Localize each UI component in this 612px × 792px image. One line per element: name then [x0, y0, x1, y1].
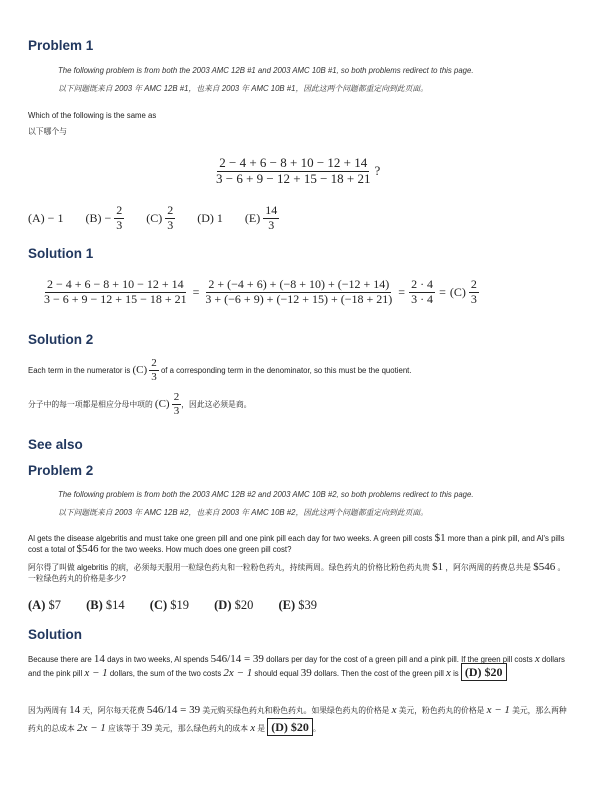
answer-box: (D) $20 [461, 663, 507, 681]
redirect-note-2-en: The following problem is from both the 2003 AMC 12B #2 and 2003 AMC 10B #2, so both problems redirect to this page. [58, 490, 474, 499]
solution-text-en: Because there are 14 days in two weeks, Al spends 546/14 = 39 dollars per day for the cost of a green pill and a pink pill. If the green pill costs x dollars and the pink pill x − 1 dollars, the sum of the two costs 2x − 1 should equal 39 dollars. Then the cost of the green pill x is (D) $20 [28, 653, 565, 679]
see-also-heading: See also [28, 437, 83, 452]
choice-e: (E) $39 [278, 598, 318, 612]
solution-1-heading: Solution 1 [28, 246, 94, 261]
problem-1-heading: Problem 1 [28, 38, 94, 53]
choice-a: (A) − 1 [28, 210, 64, 225]
choice-e: (E) $\frac{14}{3}$ [244, 203, 278, 232]
solution-heading: Solution [28, 627, 82, 642]
redirect-note-zh: 以下问题既来自 2003 年 AMC 12B #1，也来自 2003 年 AMC 10B #1，因此这两个问题都重定向到此页面。 [58, 84, 428, 93]
redirect-note-2-zh: 以下问题既来自 2003 年 AMC 12B #2，也来自 2003 年 AMC 10B #2，因此这两个问题都重定向到此页面。 [58, 508, 428, 517]
problem-2-text-en: Al gets the disease algebritis and must take one green pill and one pink pill each day for two weeks. A green pill costs $1 more than a pink pill, and Al's pills cost a total of $546 for the two weeks. How much does one green pill cost? [28, 532, 565, 555]
choice-b: (B) $14 [86, 598, 125, 612]
problem-1-expression: $\frac{2 - 4 + 6 - 8 + 10 - 12 + 14}{3 - 6 + 9 - 12 + 15 - 18 + 21}$ ? [216, 155, 381, 186]
choice-d: (D) 1 [197, 210, 223, 225]
choice-d: (D) $20 [214, 598, 254, 612]
choice-a: (A) $7 [28, 598, 61, 612]
problem-1-choices [28, 204, 301, 233]
main-fraction: $\frac{2 - 4 + 6 - 8 + 10 - 12 + 14}{3 - 6 + 9 - 12 + 15 - 18 + 21}$ [216, 155, 371, 186]
redirect-note-en: The following problem is from both the 2003 AMC 12B #1 and 2003 AMC 10B #1, so both problems redirect to this page. [58, 66, 474, 75]
answer-box-zh: (D) $20 [267, 718, 313, 736]
problem-2-text-zh: 阿尔得了叫做 algebritis 的病，必须每天服用一粒绿色药丸和一粒粉色药丸，持续两周。绿色药丸的价格比粉色药丸贵 $1 ，阿尔两周的药费总共是 $546 。一粒绿色药丸的价格是多少? [28, 561, 566, 583]
choice-b: (B) − $\frac{2}{3}$ [85, 203, 123, 232]
problem-2-choices [28, 598, 339, 613]
problem-2-heading: Problem 2 [28, 463, 94, 478]
solution-2-en: Each term in the numerator is (C) $\frac{2}{3}$ of a corresponding term in the denominator, so this must be the quotient. [28, 357, 412, 383]
solution-1-equation: $\frac{2 - 4 + 6 - 8 + 10 - 12 + 14}{3 - 6 + 9 - 12 + 15 - 18 + 21}$ = $\frac{2 + (-4 + 6) + (-8 + 10) + (-12 + 14)}{3 + (-6 + 9) + (-12 + 15) + (-18 + 21)}$ = $\frac{2 \cdot 4}{3 \cdot 4}$ = (C) $\frac{2}{3}$ [44, 277, 477, 306]
solution-text-zh: 因为两周有 14 天，阿尔每天花费 546/14 = 39 美元购买绿色药丸和粉色药丸。如果绿色药丸的价格是 x 美元，粉色药丸的价格是 x − 1 美元，那么两种药丸的总成本 2x − 1 应该等于 39 美元，那么绿色药丸的成本 x 是 (D) $20 。 [28, 704, 567, 734]
choice-c: (C) $19 [149, 598, 190, 612]
solution-2-zh: 分子中的每一项都是相应分母中项的 (C) $\frac{2}{3}$ ，因此这必须是商。 [28, 391, 252, 417]
question-en: Which of the following is the same as [28, 111, 157, 120]
question-zh: 以下哪个与 [28, 127, 67, 136]
choice-c: (C) $\frac{2}{3}$ [146, 203, 174, 232]
solution-2-heading: Solution 2 [28, 332, 94, 347]
